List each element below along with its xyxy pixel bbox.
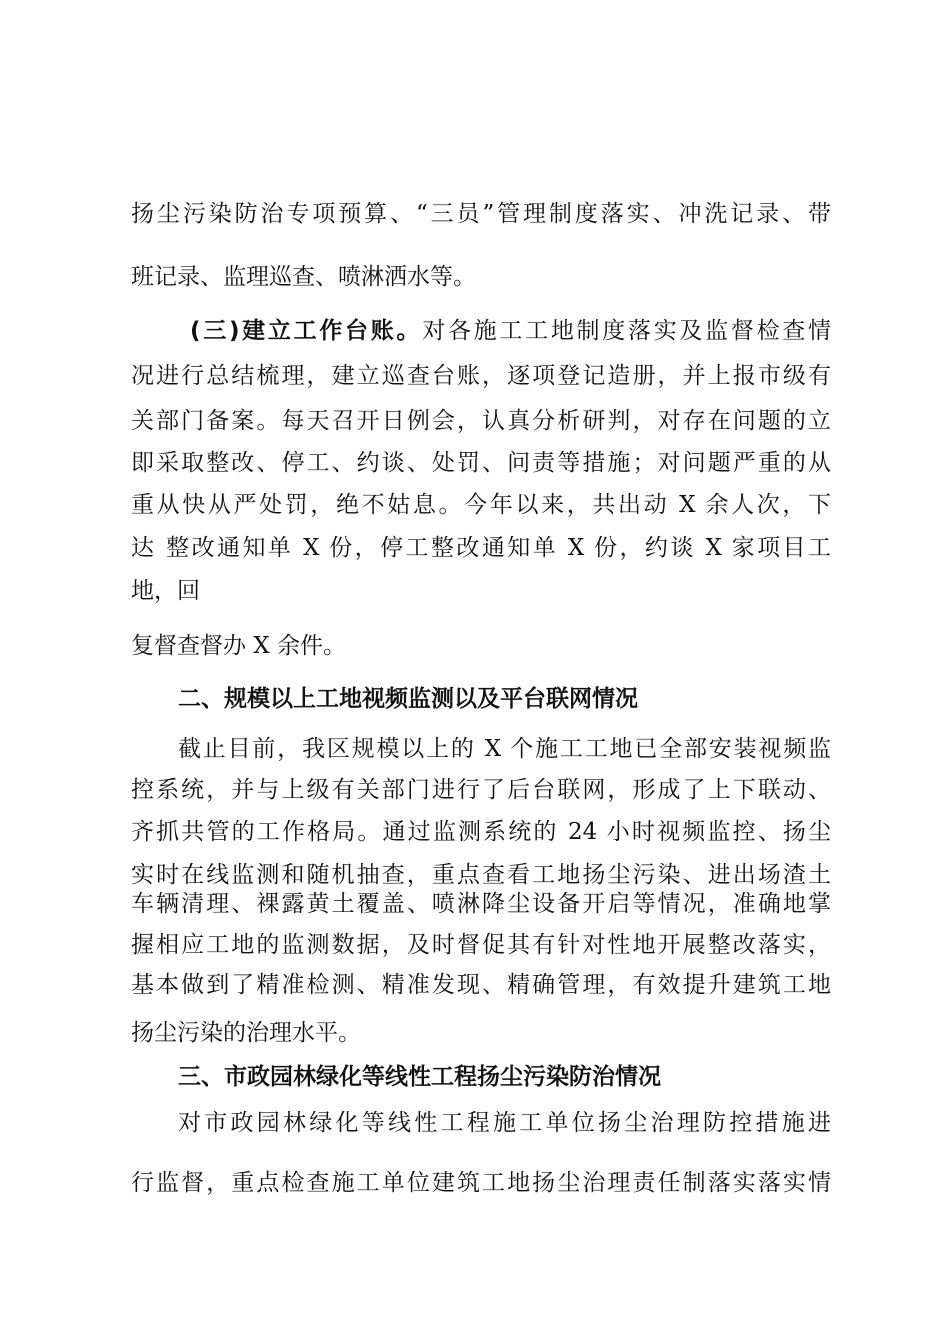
subsection-heading: (三)建立工作台账。 [190,318,423,344]
paragraph-line: 截止目前，我区规模以上的 X 个施工工地已全部安装视频监 [178,736,831,762]
paragraph-line: 行监督，重点检查施工单位建筑工地扬尘治理责任制落实落实情 [131,1170,831,1196]
paragraph-line: 扬尘污染的治理水平。 [131,1020,361,1046]
paragraph-line: 齐抓共管的工作格局。通过监测系统的 24 小时视频监控、扬尘 [131,819,831,845]
paragraph-line: 况进行总结梳理，建立巡查台账，逐项登记造册，并上报市级有 [131,363,831,389]
paragraph-line: 对市政园林绿化等线性工程施工单位扬尘治理防控措施进 [178,1110,831,1136]
section-heading: 三、市政园林绿化等线性工程扬尘污染防治情况 [178,1064,661,1090]
paragraph-line: 扬尘污染防治专项预算、“三员”管理制度落实、冲洗记录、带 [131,201,831,227]
paragraph-line [190,316,831,346]
paragraph-line: 地，回 [131,578,200,604]
paragraph-line: 即采取整改、停工、约谈、处罚、问责等措施；对问题严重的从 [131,450,831,476]
paragraph-line: 握相应工地的监测数据，及时督促其有针对性地开展整改落实， [131,932,831,958]
paragraph-line: 车辆清理、裸露黄土覆盖、喷淋降尘设备开启等情况，准确地掌 [131,891,831,917]
paragraph-text: 对各施工工地制度落实及监督检查情 [422,318,831,344]
paragraph-line: 实时在线监测和随机抽查，重点查看工地扬尘污染、进出场渣土 [131,862,831,888]
paragraph-line: 达 整改通知单 X 份，停工整改通知单 X 份，约谈 X 家项目工 [131,535,831,561]
paragraph-line: 班记录、监理巡查、喷淋洒水等。 [131,264,476,290]
paragraph-line: 复督查督办 X 余件。 [131,633,346,659]
paragraph-line: 重从快从严处罚，绝不姑息。今年以来，共出动 X 余人次，下 [131,492,831,518]
paragraph-line: 控系统，并与上级有关部门进行了后台联网，形成了上下联动、 [131,777,831,803]
paragraph-line: 基本做到了精准检测、精准发现、精确管理，有效提升建筑工地 [131,972,831,998]
paragraph-line: 关部门备案。每天召开日例会，认真分析研判，对存在问题的立 [131,408,831,434]
section-heading: 二、规模以上工地视频监测以及平台联网情况 [178,686,638,712]
